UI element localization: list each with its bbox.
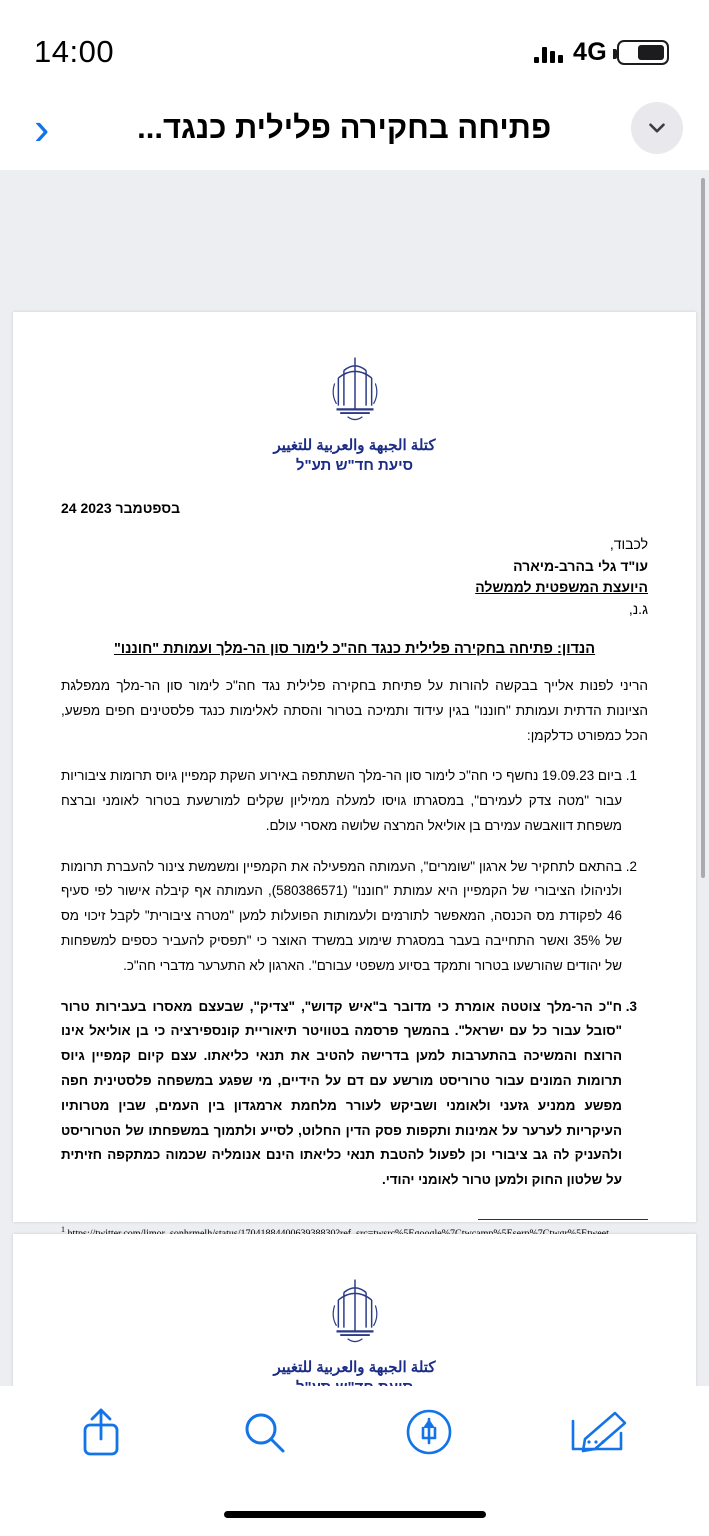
- list-item: 2. בהתאם לתחקיר של ארגון "שומרים", העמותה המפעילה את הקמפיין ומשמשת צינור להעברת תרומות ולניהולו הציבורי של הקמפיין היא עמותת "חוננו" (580386571), העמותה אף קיבלה אישור לפי סעיף 46 לפקודת מס הכנסה, המאפשר לתורמים ולעמותות הפועלות למען "מטרה ציבורית" לקבל זיכוי מס של 35% ואשר התחייבה בעבר במסגרת שימוע במשרד האוצר כי "תפסיק להעביר כספים למשפחות של יהודים שהורשעו בטרור ותמקד בסיוע משפטי עבורם". הארגון לא התערער מדברי חה"כ.: [61, 855, 622, 979]
- israel-emblem-icon: [61, 1274, 648, 1348]
- org-name-hebrew: סיעת חד"ש תע"ל: [295, 457, 414, 474]
- pencil-markup-icon[interactable]: [569, 1409, 631, 1455]
- org-name-arabic: كتلة الجبهة والعربية للتغيير: [273, 437, 436, 454]
- network-type-label: 4G: [573, 37, 607, 66]
- page-title: פתיחה בחקירה פלילית כנגד...: [137, 110, 552, 145]
- document-intro-paragraph: הריני לפנות אלייך בבקשה להורות על פתיחת בחקירה פלילית נגד חה"כ לימור סון הר-מלך ממפלגת הציונות הדתית ועמותת "חוננו" בגין עידוד ותמיכה בטרור והסתה לאלימות כנגד פלסטינים חפים מפשע, הכל כמפורט כדלקמן:: [61, 677, 648, 744]
- document-address: [61, 534, 648, 621]
- home-indicator: [224, 1511, 486, 1518]
- status-clock: 14:00: [34, 34, 115, 69]
- chevron-forward-icon[interactable]: ›: [34, 102, 50, 154]
- footnote-divider: [478, 1219, 648, 1220]
- footnote-marker: 1: [61, 1224, 65, 1234]
- address-line-1: לכבוד,: [609, 536, 648, 552]
- share-icon[interactable]: [78, 1406, 124, 1458]
- document-subject: הנדון: פתיחה בחקירה פלילית כנגד חה"כ לימור סון הר-מלך ועמותת "חוננו": [113, 640, 596, 657]
- document-viewer[interactable]: [0, 170, 709, 1392]
- status-left-group: [534, 38, 669, 67]
- status-bar: [0, 0, 709, 86]
- scrollbar-thumb[interactable]: [701, 178, 705, 878]
- chevron-down-icon[interactable]: [631, 102, 683, 154]
- israel-emblem-icon: [61, 352, 648, 426]
- document-page-1: [13, 312, 696, 1234]
- document-page-2: [13, 1234, 696, 1392]
- list-item: 3. ח"כ הר-מלך צוטטה אומרת כי מדובר ב"איש קדוש", "צדיק", שבעצם מאסרו בעבירות טרור "סובל עבור כל עם ישראל". בהמשך פרסמה בטוויטר תיאוריית קונספירציה כי בן אוליאל אינו הרוצח והמשיכה בהתערבות למען בדרישה להטיב את תנאי כליאתו. עצם קיום קמפיין גיוס תרומות המונים עבור טרוריסט מורשע עם דם על הידיים, מי שפגע במשפחה פלסטינית חפה מפשע ממניע גזעני ולאומני ושביקש לעורר מלחמת ארמגדון בין העמים, שבין מטרותיו העיקריות לערער על אמינות ותקפות פסק הדין החלוט, לסייע ולתמוך במשפחתו של הטרוריסט ולהעניק לה גב ציבורי וכן לפעול להטבת תנאי כליאתו הינם אנומליה שכמוה כמתקפה חזיתית על שלטון החוק ולמען טרור לאומני יהודי.: [61, 995, 622, 1193]
- navigation-bar: [0, 86, 709, 170]
- list-item: 1. ביום 19.09.23 נחשף כי חה"כ לימור סון הר-מלך השתתפה באירוע השקת קמפיין גיוס תרומות ציבוריות עבור "מטה צדק לעמירם", במסגרתו גויסו למעלה ממיליון שקלים למורשעת בטרור לאומני וברצח משפחת דוואבשה עמירם בן אוליאל המרצה שלושה מאסרי עולם.: [61, 764, 622, 838]
- signal-bars-icon: [534, 41, 563, 63]
- document-date: 24 בספטמבר 2023: [61, 500, 181, 516]
- battery-icon: [617, 40, 669, 65]
- circle-pen-icon[interactable]: [405, 1408, 453, 1456]
- address-line-3: היועצת המשפטית לממשלה: [475, 579, 648, 596]
- scrollbar[interactable]: [701, 178, 705, 898]
- search-icon[interactable]: [240, 1408, 288, 1456]
- org-name-arabic: كتلة الجبهة والعربية للتغيير: [273, 1359, 436, 1376]
- document-numbered-list: [61, 764, 648, 1193]
- bottom-toolbar: [0, 1386, 709, 1478]
- address-line-2: עו"ד גלי בהרב-מיארה: [513, 557, 648, 574]
- address-line-4: ג.נ,: [628, 601, 648, 618]
